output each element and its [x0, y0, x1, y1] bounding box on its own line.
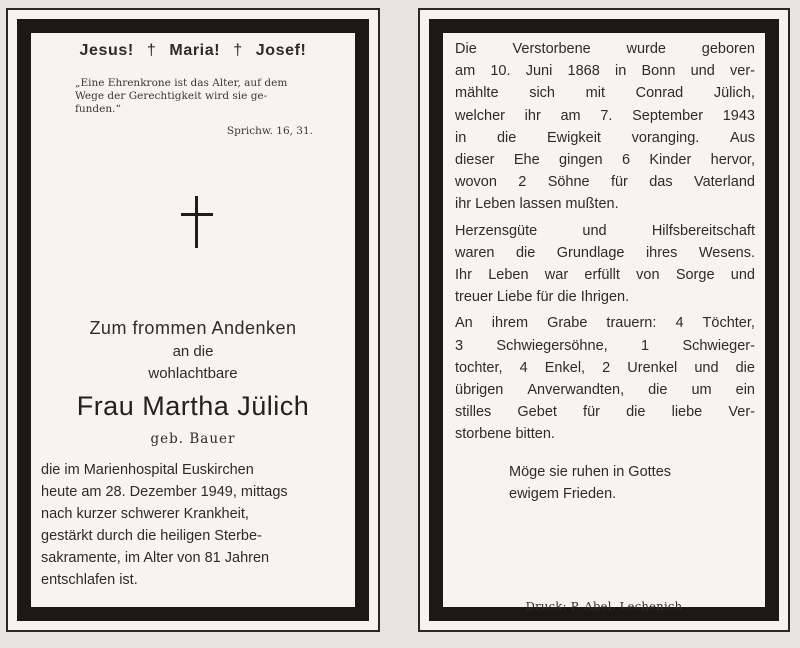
text-line: ihr Leben lassen mußten. [455, 196, 619, 213]
death-line: nach kurzer schwerer Krankheit, [41, 506, 249, 522]
mourners-paragraph [455, 312, 755, 445]
small-cross-icon: † [233, 42, 243, 59]
memory-line: Zum frommen Andenken [89, 318, 297, 338]
motto-line: Wege der Gerechtigkeit wird sie ge- [75, 90, 268, 102]
memory-line: an die [172, 343, 214, 360]
text-line: am 10. Juni 1868 in Bonn und ver- [455, 63, 755, 80]
text-line: tochter, 4 Enkel, 2 Urenkel und die [455, 359, 755, 376]
closing-prayer [509, 461, 671, 505]
prayer-line: ewigem Frieden. [509, 486, 617, 502]
text-line: dieser Ehe gingen 6 Kinder hervor, [455, 152, 755, 169]
prayer-line: Möge sie ruhen in Gottes [509, 464, 672, 480]
text-line: welcher ihr am 7. September 1943 [455, 107, 755, 124]
black-mourning-border [429, 19, 779, 621]
biography-text [455, 38, 755, 450]
text-line: mählte sich mit Conrad Jülich, [455, 85, 755, 102]
text-line: stilles Gebet für die liebe Ver- [455, 404, 755, 421]
text-line: waren die Grundlage ihres Wesens. [455, 244, 755, 261]
death-line: entschlafen ist. [41, 572, 138, 588]
printer-credit: Druck: P. Abel, Lechenich [525, 599, 683, 613]
maiden-name: geb. Bauer [150, 431, 236, 447]
death-line: heute am 28. Dezember 1949, mittags [41, 484, 288, 500]
right-memorial-card [418, 8, 790, 632]
black-mourning-border [17, 19, 369, 621]
death-announcement [41, 459, 347, 591]
in-memory-heading [31, 315, 355, 385]
text-line: in die Ewigkeit voranging. Aus [455, 129, 755, 146]
text-line: Ihr Leben war erfüllt von Sorge und [455, 267, 755, 284]
motto-line: funden.“ [75, 103, 121, 115]
motto-source: Sprichw. 16, 31. [226, 125, 313, 137]
text-line: Die Verstorbene wurde geboren [455, 41, 755, 57]
text-line: wovon 2 Söhne für das Vaterland [455, 174, 755, 191]
text-line: 3 Schwiegersöhne, 1 Schwieger- [455, 337, 755, 354]
deceased-name: Frau Martha Jülich [76, 391, 310, 421]
death-line: gestärkt durch die heiligen Sterbe- [41, 528, 262, 544]
text-line: storbene bitten. [455, 426, 555, 443]
small-cross-icon: † [146, 42, 157, 59]
text-line: An ihrem Grabe trauern: 4 Töchter, [455, 315, 755, 332]
death-line: die im Marienhospital Euskirchen [41, 462, 254, 478]
biography-paragraph [455, 38, 755, 216]
death-line: sakramente, im Alter von 81 Jahren [41, 550, 270, 566]
cross-icon [181, 196, 213, 248]
invocation-maria: Maria! [169, 42, 221, 59]
invocation-josef: Josef! [255, 42, 307, 59]
motto-line: „Eine Ehrenkrone ist das Alter, auf dem [75, 77, 288, 89]
memory-line: wohlachtbare [148, 365, 238, 382]
bible-motto [75, 77, 339, 116]
left-memorial-card [6, 8, 380, 632]
text-line: übrigen Anverwandten, die um ein [455, 382, 755, 399]
text-line: treuer Liebe für die Ihrigen. [455, 289, 630, 306]
invocation-jesus: Jesus! [79, 42, 134, 59]
text-line: Herzensgüte und Hilfsbereitschaft [455, 222, 755, 239]
biography-paragraph [455, 220, 755, 309]
invocation-heading [31, 42, 355, 60]
